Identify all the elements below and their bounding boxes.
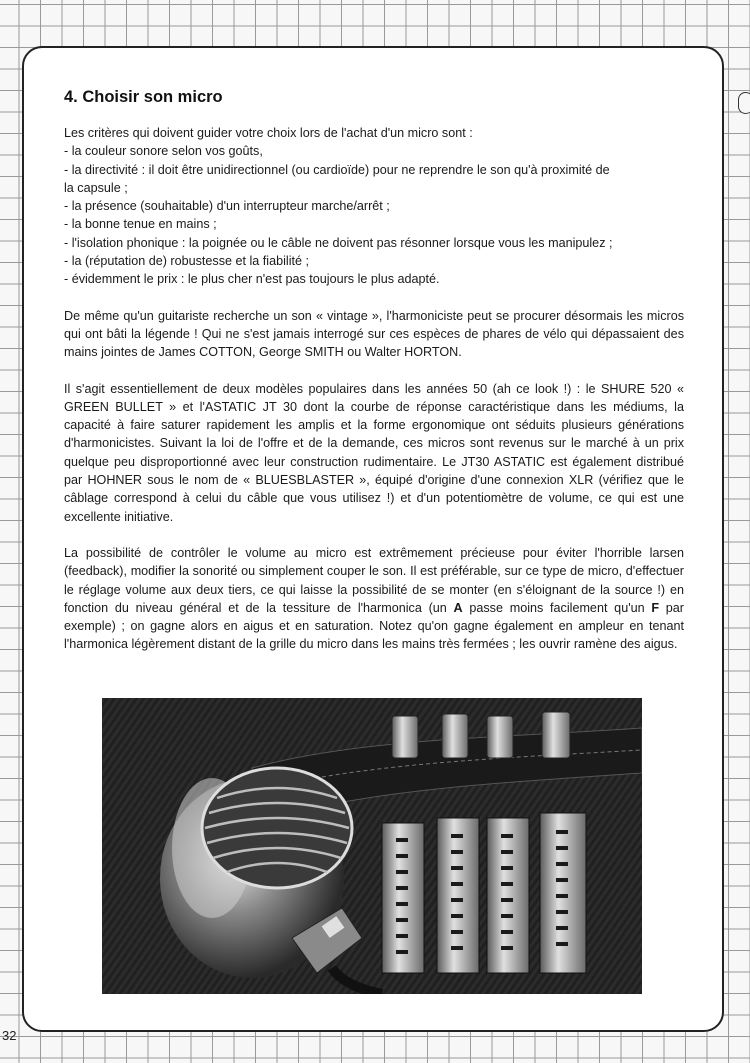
photo-microphone-harmonicas — [102, 698, 642, 994]
page-card — [22, 46, 724, 1032]
criteria-item: - la présence (souhaitable) d'un interrupteur marche/arrêt ; — [64, 199, 390, 214]
criteria-item: - la couleur sonore selon vos goûts, — [64, 144, 263, 159]
section-title: 4. Choisir son micro — [64, 88, 223, 106]
photo-illustration — [102, 698, 642, 994]
paragraph-volume-part3: par exemple) ; on gagne alors en aigus et en saturation. Notez qu'on gagne également en ampleur en tenant l'harmonica légèrement distant de la grille du micro dans les mains très fermées ; les ouvrir ramène des aigus. — [64, 600, 685, 652]
criteria-item: la capsule ; — [64, 180, 128, 195]
paragraph-volume-part2: passe moins facilement qu'un — [462, 600, 652, 615]
paragraph-models: Il s'agit essentiellement de deux modèles populaires dans les années 50 (ah ce look !) : le SHURE 520 « GREEN BULLET » et l'ASTATIC JT 30 dont la courbe de réponse caractéristique dans les médiums, la capacité à faire saturer rapidement les amplis et la forme ergonomique ont séduits plusieurs générations d'harmonicistes. Suivant la loi de l'offre et de la demande, ces micros sont revenus sur le marché à un prix quelque peu disproportionné avec leur construction rudimentaire. Le JT30 ASTATIC est également distribué par HOHNER sous le nom de « BLUESBLASTER », équipé d'origine d'une connexion XLR (vérifiez que le câblage correspond à celui du câble que vous utilisez !) et d'un potentiomètre de volume, ce qui est une excellente initiative. — [64, 381, 684, 524]
key-a: A — [453, 600, 463, 615]
criteria-item: - l'isolation phonique : la poignée ou le câble ne doivent pas résonner lorsque vous les manipulez ; — [64, 235, 613, 250]
page-edge-tab — [738, 92, 750, 114]
criteria-block — [64, 124, 684, 289]
article — [64, 88, 684, 672]
criteria-item: - évidemment le prix : le plus cher n'est pas toujours le plus adapté. — [64, 272, 440, 287]
paragraph-volume — [64, 544, 684, 654]
paragraph-vintage: De même qu'un guitariste recherche un son « vintage », l'harmoniciste peut se procurer désormais les micros qui ont bâti la légende ! Qui ne s'est jamais interrogé sur ces espèces de phares de vélo qui dépassaient des mains jointes de James COTTON, George SMITH ou Walter HORTON. — [64, 308, 684, 360]
criteria-intro: Les critères qui doivent guider votre choix lors de l'achat d'un micro sont : — [64, 126, 473, 140]
key-f: F — [651, 600, 660, 615]
page-number: 32 — [2, 1028, 17, 1043]
criteria-item: - la directivité : il doit être unidirectionnel (ou cardioïde) pour ne reprendre le son qu'à proximité de — [64, 162, 610, 177]
criteria-item: - la bonne tenue en mains ; — [64, 217, 217, 232]
criteria-item: - la (réputation de) robustesse et la fiabilité ; — [64, 254, 310, 269]
paragraph-volume-part1: La possibilité de contrôler le volume au micro est extrêmement précieuse pour éviter l'horrible larsen (feedback), modifier la sonorité ou simplement couper le son. Il est préférable, sur ce type de micro, d'effectuer le réglage volume aux deux tiers, ce qui laisse la possibilité de se monter (en s'éloignant de la source !) en fonction du niveau général et de la tessiture de l'harmonica (un — [64, 545, 684, 615]
